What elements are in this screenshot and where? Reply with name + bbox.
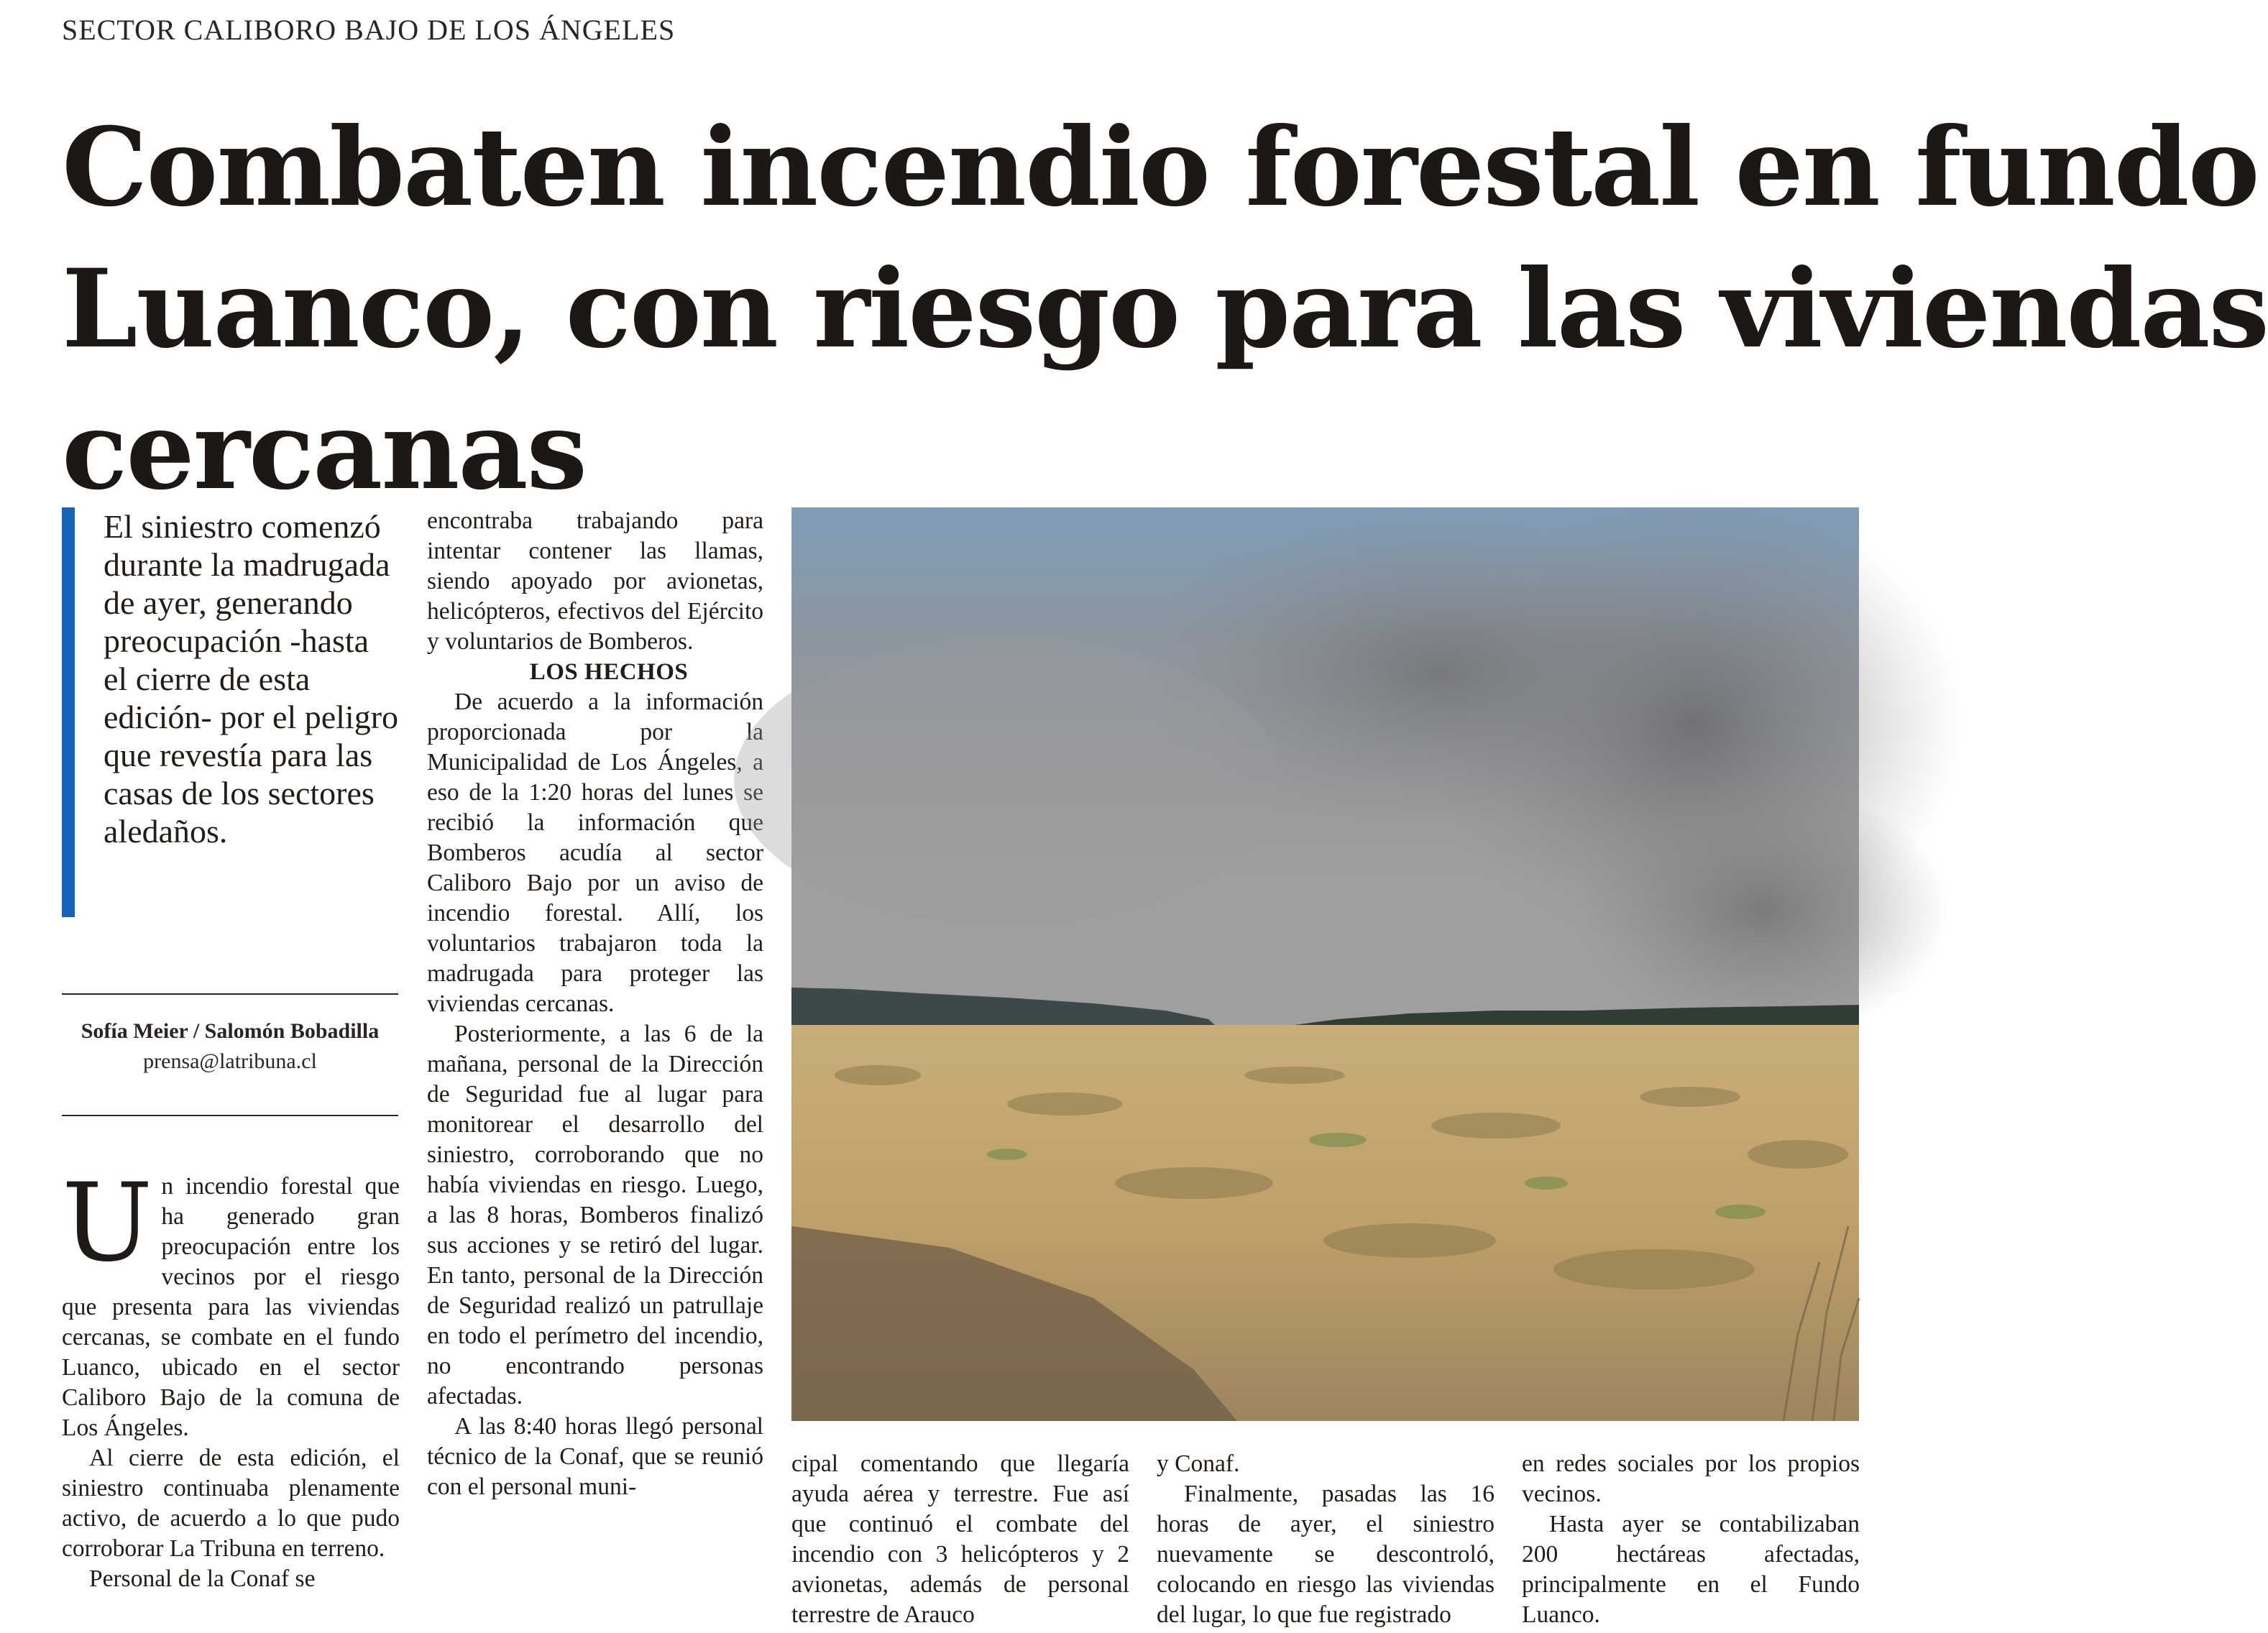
- body-paragraph: Personal de la Conaf se: [89, 1565, 316, 1592]
- divider: [62, 993, 398, 995]
- body-paragraph: encontraba trabajando para intentar contener las llamas, siendo apoyado por avionetas, helicópteros, efectivos del Ejército y voluntarios de Bomberos.: [427, 507, 763, 655]
- drop-cap: U: [62, 1161, 153, 1286]
- article-column-4: [1157, 1449, 1495, 1630]
- article-column-2: [427, 506, 763, 1502]
- body-paragraph: Hasta ayer se contabilizaban 200 hectáreas afectadas, principalmente en el Fundo Luanco.: [1522, 1511, 1860, 1628]
- section-kicker: SECTOR CALIBORO BAJO DE LOS ÁNGELES: [62, 14, 676, 46]
- body-paragraph: cipal comentando que llegaría ayuda aérea y terrestre. Fue así que continuó el combate del incendio con 3 helicópteros y 2 avionetas, además de personal terrestre de Arauco: [791, 1450, 1129, 1628]
- body-paragraph: Un incendio forestal que ha generado gran preocupación entre los vecinos por el riesgo que presenta para las viviendas cercanas, se combate en el fundo Luanco, ubicado en el sector Caliboro Bajo de la comuna de Los Ángeles.: [62, 1161, 400, 1441]
- article-column-3: [791, 1449, 1129, 1630]
- byline-authors: Sofía Meier / Salomón Bobadilla: [81, 1019, 380, 1043]
- body-paragraph: Posteriormente, a las 6 de la mañana, personal de la Dirección de Seguridad fue al lugar para monitorear el desarrollo del siniestro, corroborando que no había viviendas en riesgo. Luego, a las 8 horas, Bomberos finalizó sus acciones y se retiró del lugar. En tanto, personal de la Dirección de Seguridad realizó un patrullaje en todo el perímetro del incendio, no encontrando personas afectadas.: [427, 1021, 763, 1409]
- wildfire-photo: [791, 507, 1859, 1421]
- body-paragraph: De acuerdo a la información proporcionada por la Municipalidad de Los Ángeles, a eso de la 1:20 horas del lunes se recibió la información que Bomberos acudía al sector Caliboro Bajo por un aviso de incendio forestal. Allí, los voluntarios trabajaron toda la madrugada para proteger las viviendas cercanas.: [427, 689, 763, 1017]
- byline-email[interactable]: prensa@latribuna.cl: [143, 1049, 317, 1073]
- pull-quote: [62, 507, 400, 917]
- body-paragraph: y Conaf.: [1157, 1450, 1240, 1477]
- article-column-5: [1522, 1449, 1860, 1630]
- wildfire-photo-image: [791, 507, 1859, 1421]
- pull-quote-text: El siniestro comenzó durante la madrugada de ayer, generando preocupación -hasta el cierre de esta edición- por el peligro que revestía para las casas de los sectores aledaños.: [104, 508, 399, 850]
- headline-line: cercanas: [62, 387, 587, 514]
- body-paragraph: Al cierre de esta edición, el siniestro continuaba plenamente activo, de acuerdo a lo que pudo corroborar La Tribuna en terreno.: [62, 1445, 400, 1562]
- section-subhead: LOS HECHOS: [529, 659, 689, 685]
- divider: [62, 1115, 398, 1116]
- body-paragraph: en redes sociales por los propios vecinos.: [1522, 1450, 1860, 1507]
- headline-line: Combaten incendio forestal en fundo: [62, 104, 2259, 231]
- body-paragraph: Finalmente, pasadas las 16 horas de ayer, el siniestro nuevamente se descontroló, colocando en riesgo las viviendas del lugar, lo que fue registrado: [1157, 1481, 1495, 1628]
- body-paragraph: A las 8:40 horas llegó personal técnico de la Conaf, que se reunió con el personal muni-: [427, 1413, 763, 1500]
- headline-line: Luanco, con riesgo para las viviendas: [62, 246, 2268, 372]
- headline: [62, 97, 2268, 522]
- article-column-1: [62, 1161, 400, 1594]
